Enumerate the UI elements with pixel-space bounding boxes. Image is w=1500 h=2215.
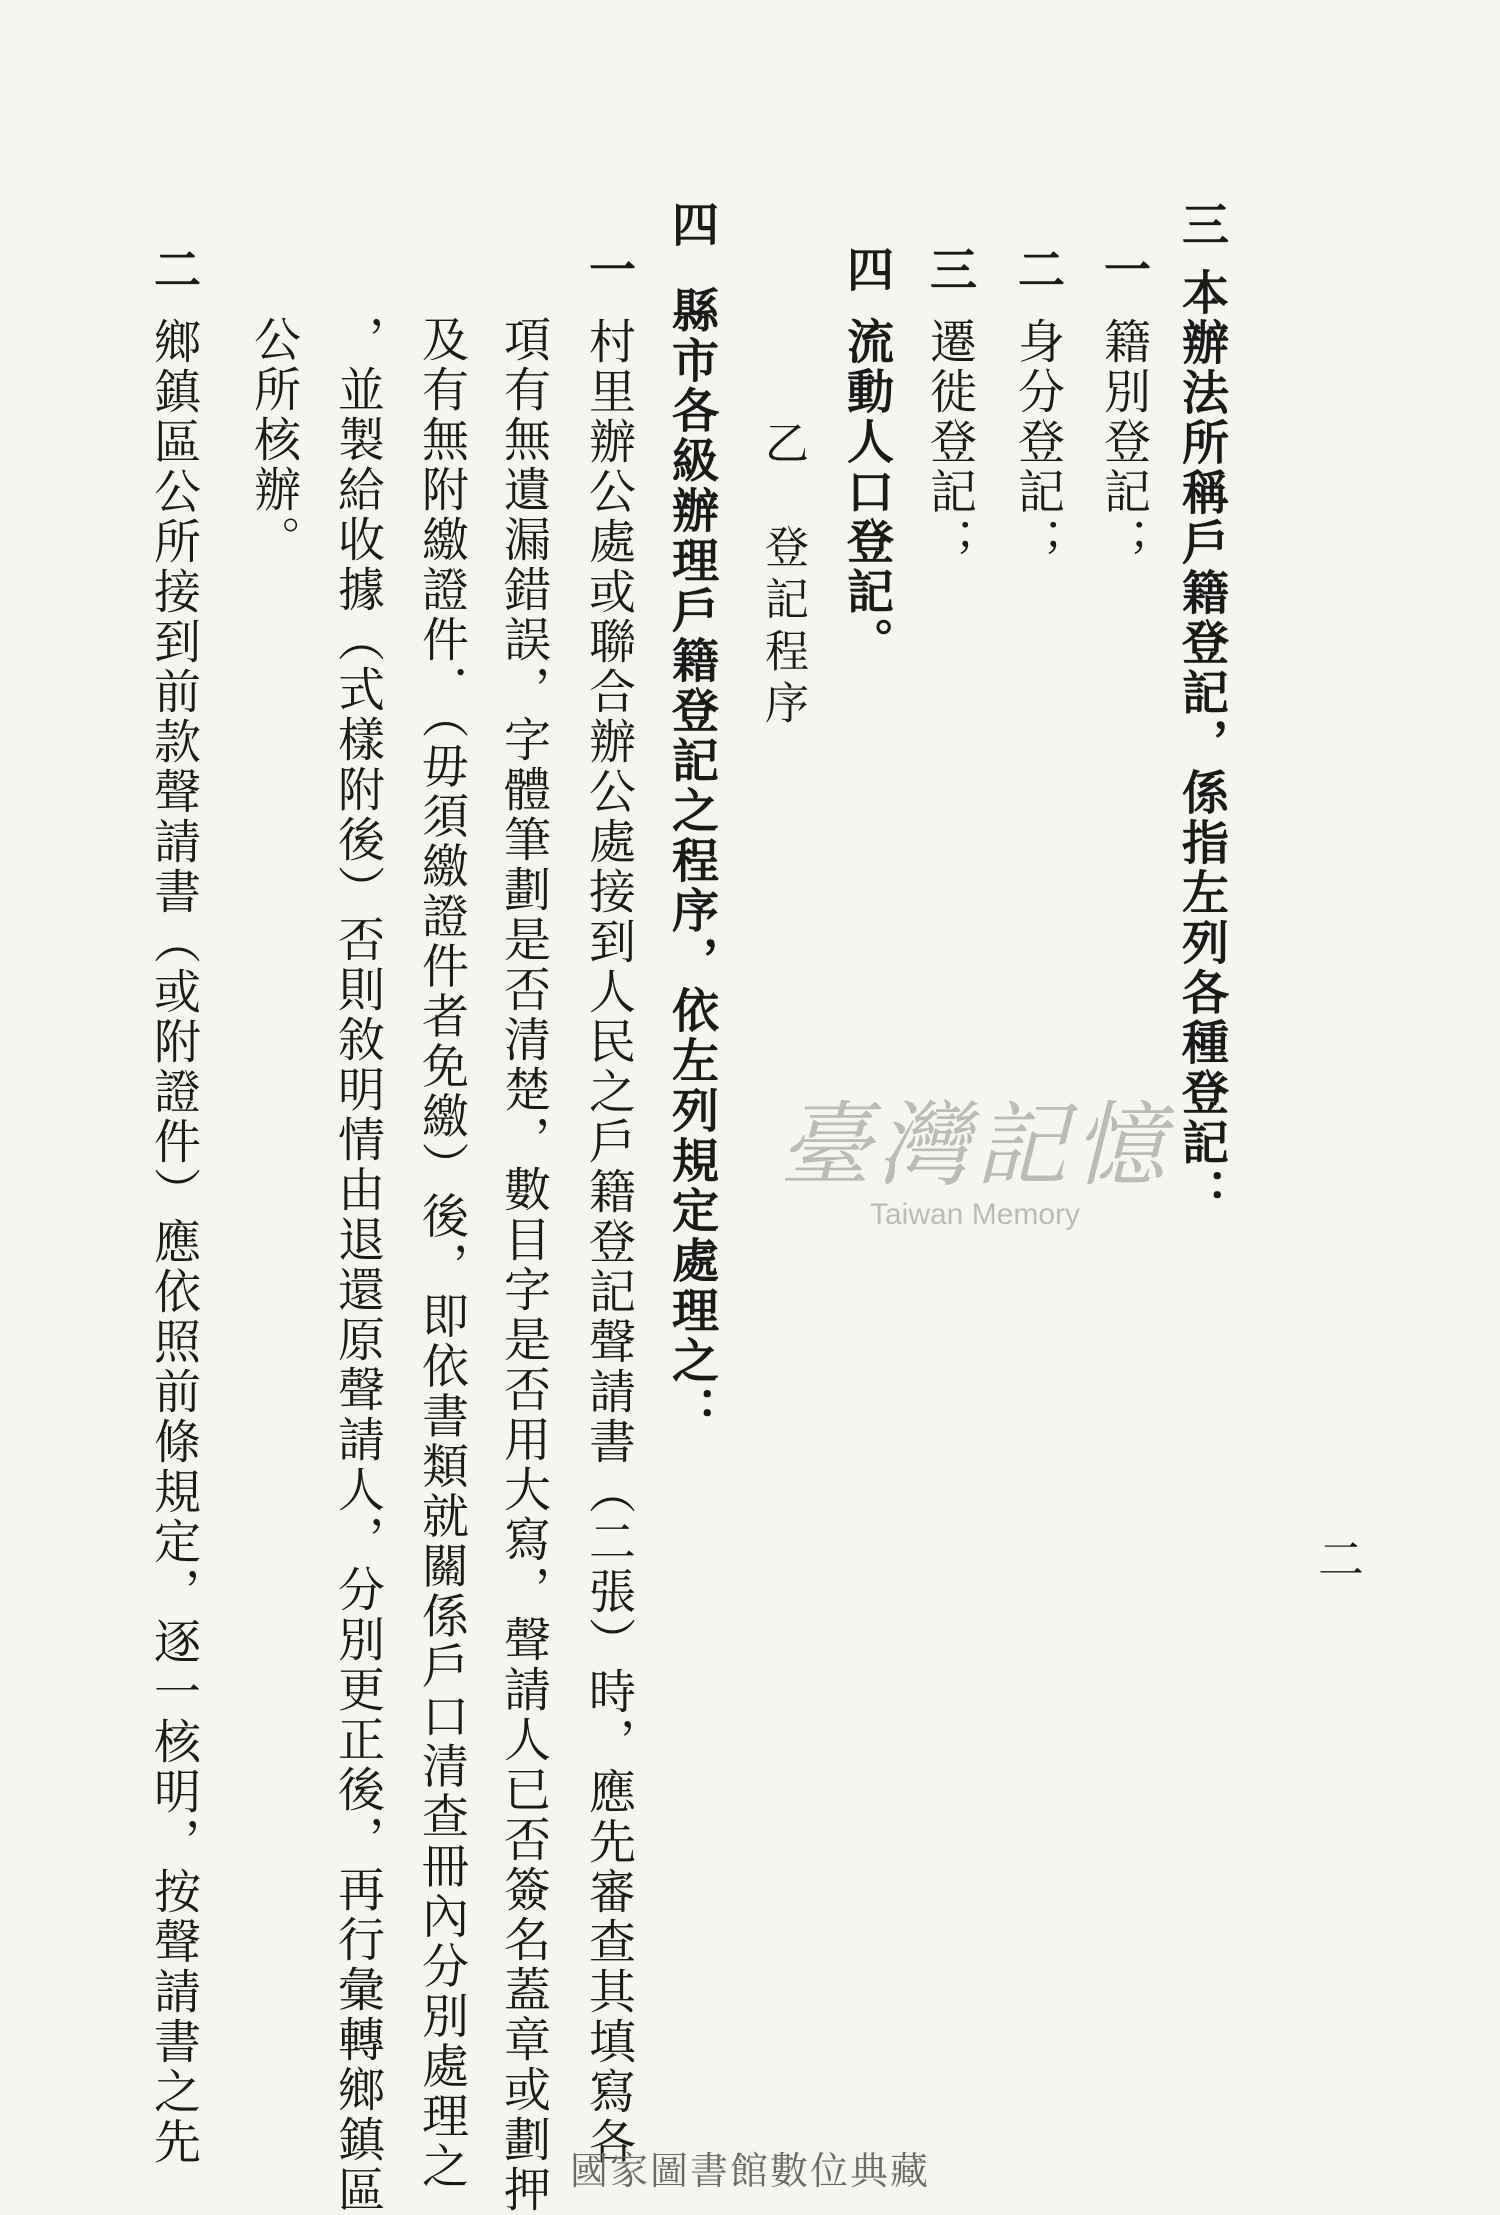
article-4-item-2-text: 鄉鎮區公所接到前款聲請書（或附證件）應依照前條規定，逐一核明，按聲請書之先 xyxy=(146,317,201,2167)
article-4-item-2-column xyxy=(146,245,201,2167)
watermark-chinese: 臺灣記憶 xyxy=(778,1092,1171,1199)
item-1-number: 一 xyxy=(1096,245,1151,295)
article-4-item-1-text-1: 村里辦公處或聯合辦公處接到人民之戶籍登記聲請書（二張）時，應先審查其填寫各 xyxy=(581,317,636,2167)
watermark-logo xyxy=(745,1092,1205,1250)
item-1-text: 籍別登記； xyxy=(1096,317,1151,567)
section-heading: 乙 登記程序 xyxy=(757,420,808,732)
item-2-number: 二 xyxy=(1010,245,1065,295)
article-4-item-1-line-1 xyxy=(581,245,636,2167)
article-4-item-1-line-4: ，並製給收據（式樣附後）否則敘明情由退還原聲請人，分別更正後，再行彙轉鄉鎮區 xyxy=(330,315,385,2215)
article-3-number: 三 xyxy=(1174,200,1229,250)
watermark-english: Taiwan Memory xyxy=(869,1198,1081,1231)
article-4-item-1-number: 一 xyxy=(581,245,636,295)
item-1-column xyxy=(1096,245,1151,567)
article-4-item-1-line-3: 及有無附繳證件．（毋須繳證件者免繳）後，即依書類就關係戶口清查冊內分別處理之 xyxy=(414,315,469,2192)
article-4-column xyxy=(664,200,719,1436)
item-3-text: 遷徙登記； xyxy=(922,317,977,567)
item-4-text: 流動人口登記。 xyxy=(839,317,894,667)
item-2-text: 身分登記； xyxy=(1010,317,1065,567)
article-4-item-1-line-5: 公所核辦。 xyxy=(246,315,301,565)
article-3-text: 本辦法所稱戶籍登記，係指左列各種登記： xyxy=(1174,268,1229,1218)
item-4-column xyxy=(839,245,894,667)
article-4-number: 四 xyxy=(664,200,719,250)
footer-credit: 國家圖書館數位典藏 xyxy=(569,2149,930,2193)
item-4-number: 四 xyxy=(839,245,894,295)
article-4-item-1-line-2: 項有無遺漏錯誤，字體筆劃是否清楚，數目字是否用大寫，聲請人已否簽名蓋章或劃押 xyxy=(496,315,551,2215)
page-number: 二 xyxy=(1311,1535,1365,1583)
item-2-column xyxy=(1010,245,1065,567)
article-3-column xyxy=(1174,200,1229,1218)
item-3-number: 三 xyxy=(922,245,977,295)
article-4-item-2-number: 二 xyxy=(146,245,201,295)
article-4-text: 縣市各級辦理戶籍登記之程序，依左列規定處理之： xyxy=(664,286,719,1436)
item-3-column xyxy=(922,245,977,567)
